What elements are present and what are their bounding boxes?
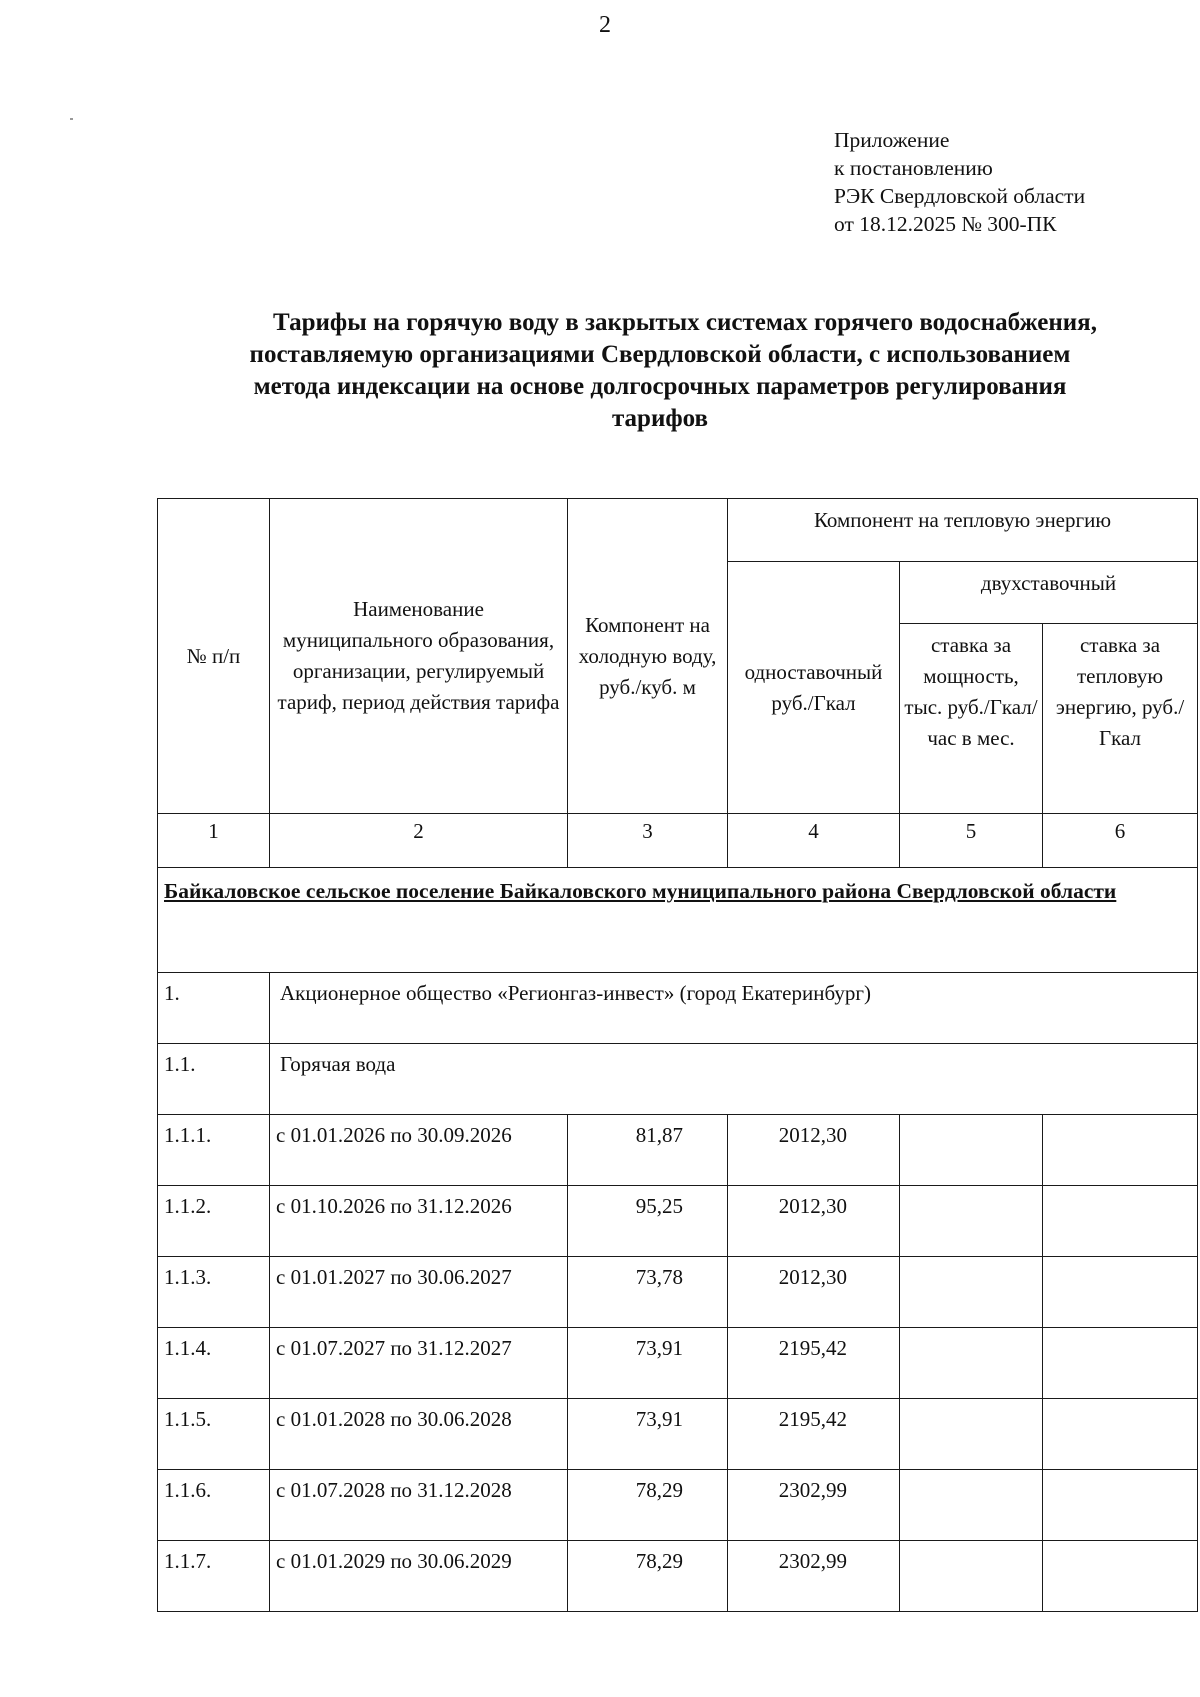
table-row xyxy=(158,1257,1198,1328)
row-code: 1.1.1. xyxy=(158,1115,270,1186)
table-row xyxy=(158,1115,1198,1186)
row-code: 1.1.5. xyxy=(158,1399,270,1470)
row-period: с 01.01.2026 по 30.09.2026 xyxy=(270,1115,568,1186)
title-line: тарифов xyxy=(611,405,709,432)
row-single-rate: 2012,30 xyxy=(728,1115,900,1186)
row-code: 1.1.6. xyxy=(158,1470,270,1541)
section-heading: Байкаловское сельское поселение Байкаловского муниципального района Свердловской области xyxy=(158,868,1198,973)
header-capacity-rate: ставка за мощность, тыс. руб./Гкал/час в мес. xyxy=(900,624,1043,814)
row-period: с 01.07.2028 по 31.12.2028 xyxy=(270,1470,568,1541)
row-energy-rate xyxy=(1043,1115,1198,1186)
table-row xyxy=(158,1328,1198,1399)
table-row xyxy=(158,1541,1198,1612)
row-capacity-rate xyxy=(900,1541,1043,1612)
row-cold-water: 73,91 xyxy=(568,1328,728,1399)
row-single-rate: 2302,99 xyxy=(728,1470,900,1541)
row-cold-water: 78,29 xyxy=(568,1541,728,1612)
header-heat-component: Компонент на тепловую энергию xyxy=(728,499,1198,562)
scan-speck xyxy=(70,118,73,120)
row-code: 1.1.3. xyxy=(158,1257,270,1328)
column-numbers-row xyxy=(158,814,1198,868)
tariff-group-code: 1.1. xyxy=(158,1044,270,1115)
appendix-line: от 18.12.2025 № 300-ПК xyxy=(834,212,1057,236)
row-period: с 01.10.2026 по 31.12.2026 xyxy=(270,1186,568,1257)
organization-code: 1. xyxy=(158,973,270,1044)
row-energy-rate xyxy=(1043,1399,1198,1470)
document-title xyxy=(150,307,1170,435)
column-number: 2 xyxy=(270,814,568,868)
row-period: с 01.07.2027 по 31.12.2027 xyxy=(270,1328,568,1399)
row-period: с 01.01.2028 по 30.06.2028 xyxy=(270,1399,568,1470)
row-cold-water: 81,87 xyxy=(568,1115,728,1186)
row-capacity-rate xyxy=(900,1328,1043,1399)
row-energy-rate xyxy=(1043,1328,1198,1399)
row-code: 1.1.4. xyxy=(158,1328,270,1399)
column-number: 4 xyxy=(728,814,900,868)
row-code: 1.1.2. xyxy=(158,1186,270,1257)
row-period: с 01.01.2027 по 30.06.2027 xyxy=(270,1257,568,1328)
row-energy-rate xyxy=(1043,1541,1198,1612)
header-energy-rate: ставка за тепловую энергию, руб./Гкал xyxy=(1043,624,1198,814)
tariff-group-name: Горячая вода xyxy=(270,1044,1198,1115)
row-single-rate: 2012,30 xyxy=(728,1186,900,1257)
row-energy-rate xyxy=(1043,1257,1198,1328)
row-cold-water: 95,25 xyxy=(568,1186,728,1257)
row-cold-water: 73,91 xyxy=(568,1399,728,1470)
row-energy-rate xyxy=(1043,1470,1198,1541)
header-name: Наименование муниципального образования, организации, регулируемый тариф, период действия тарифа xyxy=(270,499,568,814)
column-number: 6 xyxy=(1043,814,1198,868)
appendix-block xyxy=(834,126,1085,238)
tariff-table xyxy=(157,498,1198,1612)
row-energy-rate xyxy=(1043,1186,1198,1257)
row-single-rate: 2195,42 xyxy=(728,1328,900,1399)
row-single-rate: 2012,30 xyxy=(728,1257,900,1328)
row-capacity-rate xyxy=(900,1257,1043,1328)
column-number: 5 xyxy=(900,814,1043,868)
row-period: с 01.01.2029 по 30.06.2029 xyxy=(270,1541,568,1612)
row-capacity-rate xyxy=(900,1399,1043,1470)
table-row xyxy=(158,1470,1198,1541)
header-row-number: № п/п xyxy=(158,499,270,814)
column-number: 1 xyxy=(158,814,270,868)
appendix-line: Приложение xyxy=(834,128,950,152)
table-row xyxy=(158,1186,1198,1257)
title-line: Тарифы на горячую воду в закрытых системах горячего водоснабжения, xyxy=(273,309,1097,336)
row-cold-water: 78,29 xyxy=(568,1470,728,1541)
row-code: 1.1.7. xyxy=(158,1541,270,1612)
row-cold-water: 73,78 xyxy=(568,1257,728,1328)
title-line: метода индексации на основе долгосрочных параметров регулирования xyxy=(253,373,1067,400)
header-single-rate: одноставочный руб./Гкал xyxy=(728,562,900,814)
row-single-rate: 2195,42 xyxy=(728,1399,900,1470)
table-row xyxy=(158,1399,1198,1470)
appendix-line: РЭК Свердловской области xyxy=(834,184,1086,208)
appendix-line: к постановлению xyxy=(834,156,993,180)
title-line: поставляемую организациями Свердловской области, с использованием xyxy=(249,341,1071,368)
organization-name: Акционерное общество «Регионгаз-инвест» (город Екатеринбург) xyxy=(270,973,1198,1044)
row-capacity-rate xyxy=(900,1115,1043,1186)
row-capacity-rate xyxy=(900,1470,1043,1541)
header-cold-water: Компонент на холодную воду, руб./куб. м xyxy=(568,499,728,814)
header-two-rate: двухставочный xyxy=(900,562,1198,624)
row-capacity-rate xyxy=(900,1186,1043,1257)
column-number: 3 xyxy=(568,814,728,868)
page-number: 2 xyxy=(599,12,611,38)
row-single-rate: 2302,99 xyxy=(728,1541,900,1612)
